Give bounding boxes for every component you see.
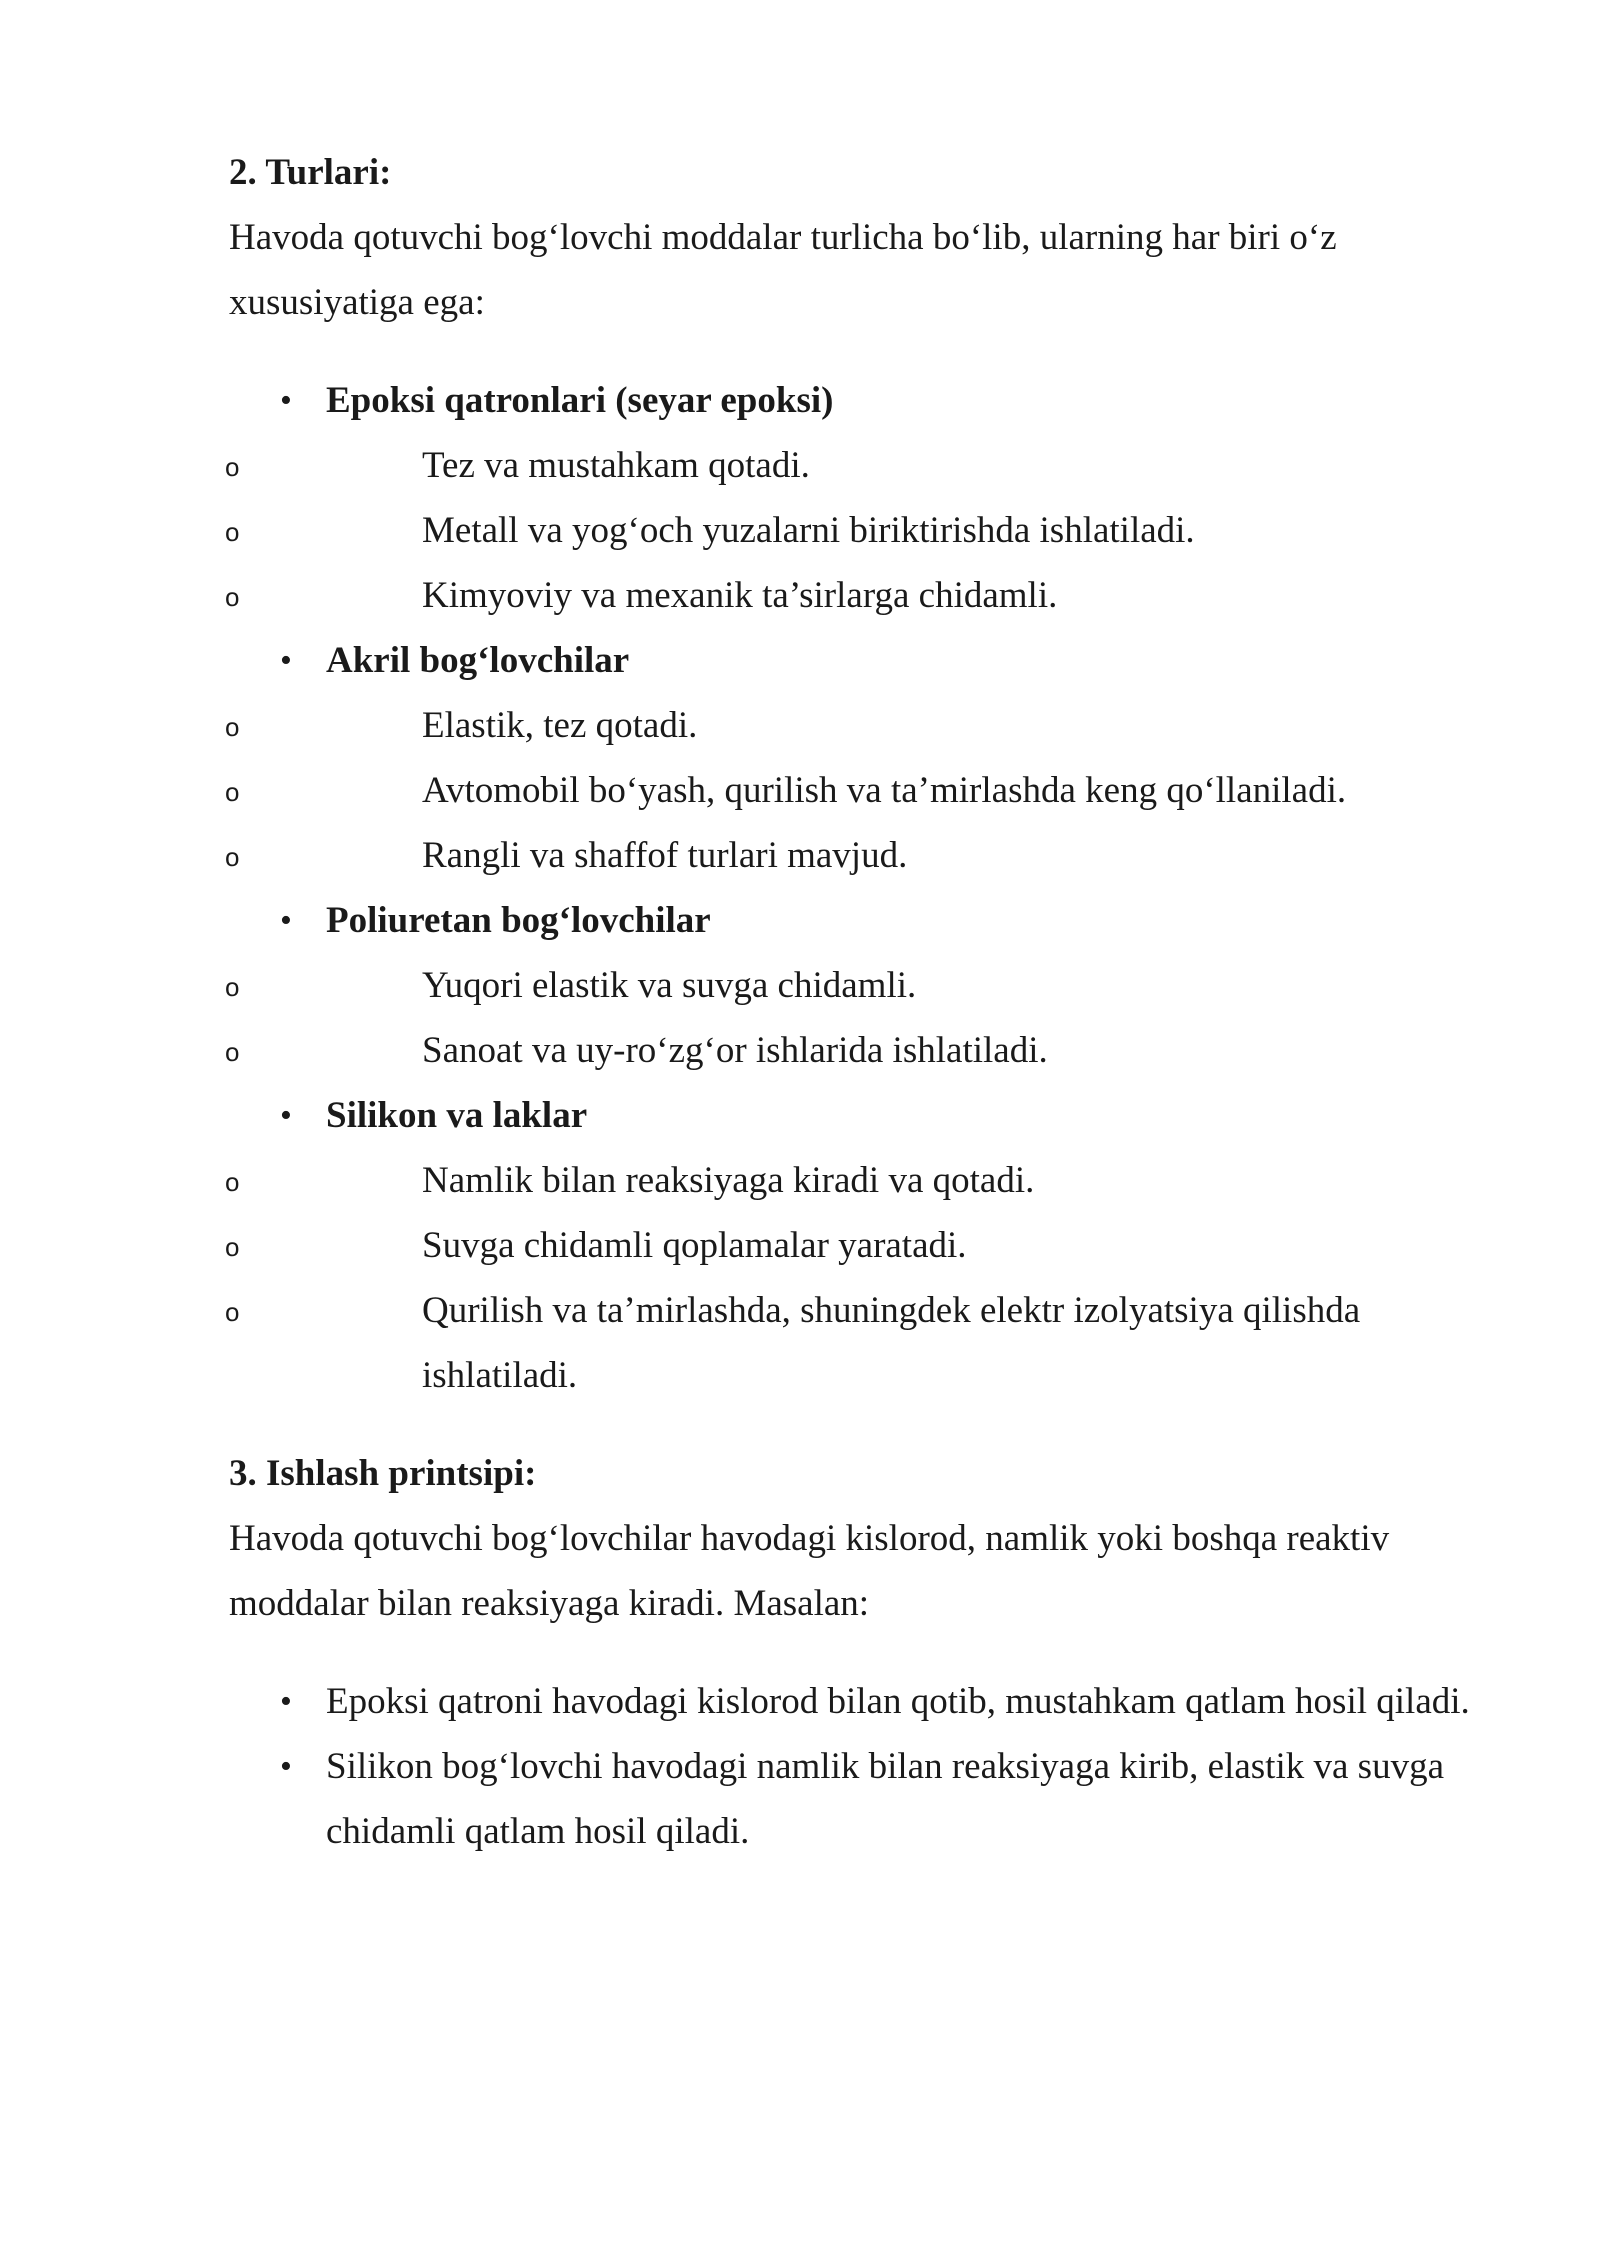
example-item [229, 1734, 1489, 1864]
type-points [225, 433, 1489, 628]
sub-bullet-marker: o [225, 452, 240, 482]
point-text: Avtomobil bo‘yash, qurilish va ta’mirlashda keng qo‘llaniladi. [422, 770, 1347, 811]
section-intro: Havoda qotuvchi bog‘lovchi moddalar turlicha bo‘lib, ularning har biri o‘z xususiyatiga ega: [229, 217, 1337, 323]
example-text: Epoksi qatroni havodagi kislorod bilan qotib, mustahkam qatlam hosil qiladi. [326, 1681, 1470, 1722]
bullet-marker: • [280, 1683, 292, 1720]
sub-bullet-marker: o [225, 842, 240, 872]
sub-bullet-marker: o [225, 972, 240, 1002]
point-item [225, 758, 1489, 823]
type-item [225, 888, 1489, 1083]
section-intro: Havoda qotuvchi bog‘lovchilar havodagi kislorod, namlik yoki boshqa reaktiv moddalar bilan reaksiyaga kiradi. Masalan: [229, 1518, 1390, 1624]
bullet-marker: • [280, 902, 292, 939]
point-item [225, 1148, 1489, 1213]
point-item [225, 693, 1489, 758]
sub-bullet-marker: o [225, 1167, 240, 1197]
type-name: Epoksi qatronlari (seyar epoksi) [326, 380, 834, 421]
sub-bullet-marker: o [225, 1297, 240, 1327]
section-types [225, 140, 1489, 1408]
sub-bullet-marker: o [225, 517, 240, 547]
section-heading: 2. Turlari: [229, 152, 392, 193]
sub-bullet-marker: o [225, 1037, 240, 1067]
example-text: Silikon bog‘lovchi havodagi namlik bilan reaksiyaga kirib, elastik va suvga chidamli qatlam hosil qiladi. [326, 1746, 1444, 1852]
point-text: Sanoat va uy-ro‘zg‘or ishlarida ishlatiladi. [422, 1030, 1048, 1071]
point-text: Kimyoviy va mexanik ta’sirlarga chidamli. [422, 575, 1058, 616]
point-item [225, 433, 1489, 498]
type-item [225, 368, 1489, 628]
point-text: Yuqori elastik va suvga chidamli. [422, 965, 917, 1006]
sub-bullet-marker: o [225, 712, 240, 742]
type-item [225, 1083, 1489, 1408]
bullet-marker: • [280, 1748, 292, 1785]
point-item [225, 1278, 1489, 1408]
section-heading: 3. Ishlash printsipi: [229, 1453, 537, 1494]
type-name: Silikon va laklar [326, 1095, 588, 1136]
point-text: Namlik bilan reaksiyaga kiradi va qotadi. [422, 1160, 1035, 1201]
point-text: Rangli va shaffof turlari mavjud. [422, 835, 908, 876]
type-points [225, 693, 1489, 888]
point-item [225, 1018, 1489, 1083]
example-item [229, 1669, 1489, 1734]
bullet-marker: • [280, 1097, 292, 1134]
type-points [225, 1148, 1489, 1408]
point-item [225, 498, 1489, 563]
point-text: Suvga chidamli qoplamalar yaratadi. [422, 1225, 967, 1266]
sub-bullet-marker: o [225, 1232, 240, 1262]
point-text: Tez va mustahkam qotadi. [422, 445, 810, 486]
bullet-marker: • [280, 642, 292, 679]
point-item [225, 563, 1489, 628]
document-page [225, 140, 1489, 1864]
sub-bullet-marker: o [225, 582, 240, 612]
point-text: Metall va yog‘och yuzalarni biriktirishda ishlatiladi. [422, 510, 1195, 551]
point-item [225, 953, 1489, 1018]
types-list [225, 368, 1489, 1408]
section-working-principle [229, 1441, 1489, 1864]
bullet-marker: • [280, 382, 292, 419]
examples-list [229, 1669, 1489, 1864]
type-name: Akril bog‘lovchilar [326, 640, 630, 681]
sub-bullet-marker: o [225, 777, 240, 807]
type-points [225, 953, 1489, 1083]
type-name: Poliuretan bog‘lovchilar [326, 900, 711, 941]
point-text: Qurilish va ta’mirlashda, shuningdek elektr izolyatsiya qilishda ishlatiladi. [422, 1290, 1361, 1396]
point-item [225, 823, 1489, 888]
type-item [225, 628, 1489, 888]
point-text: Elastik, tez qotadi. [422, 705, 698, 746]
point-item [225, 1213, 1489, 1278]
